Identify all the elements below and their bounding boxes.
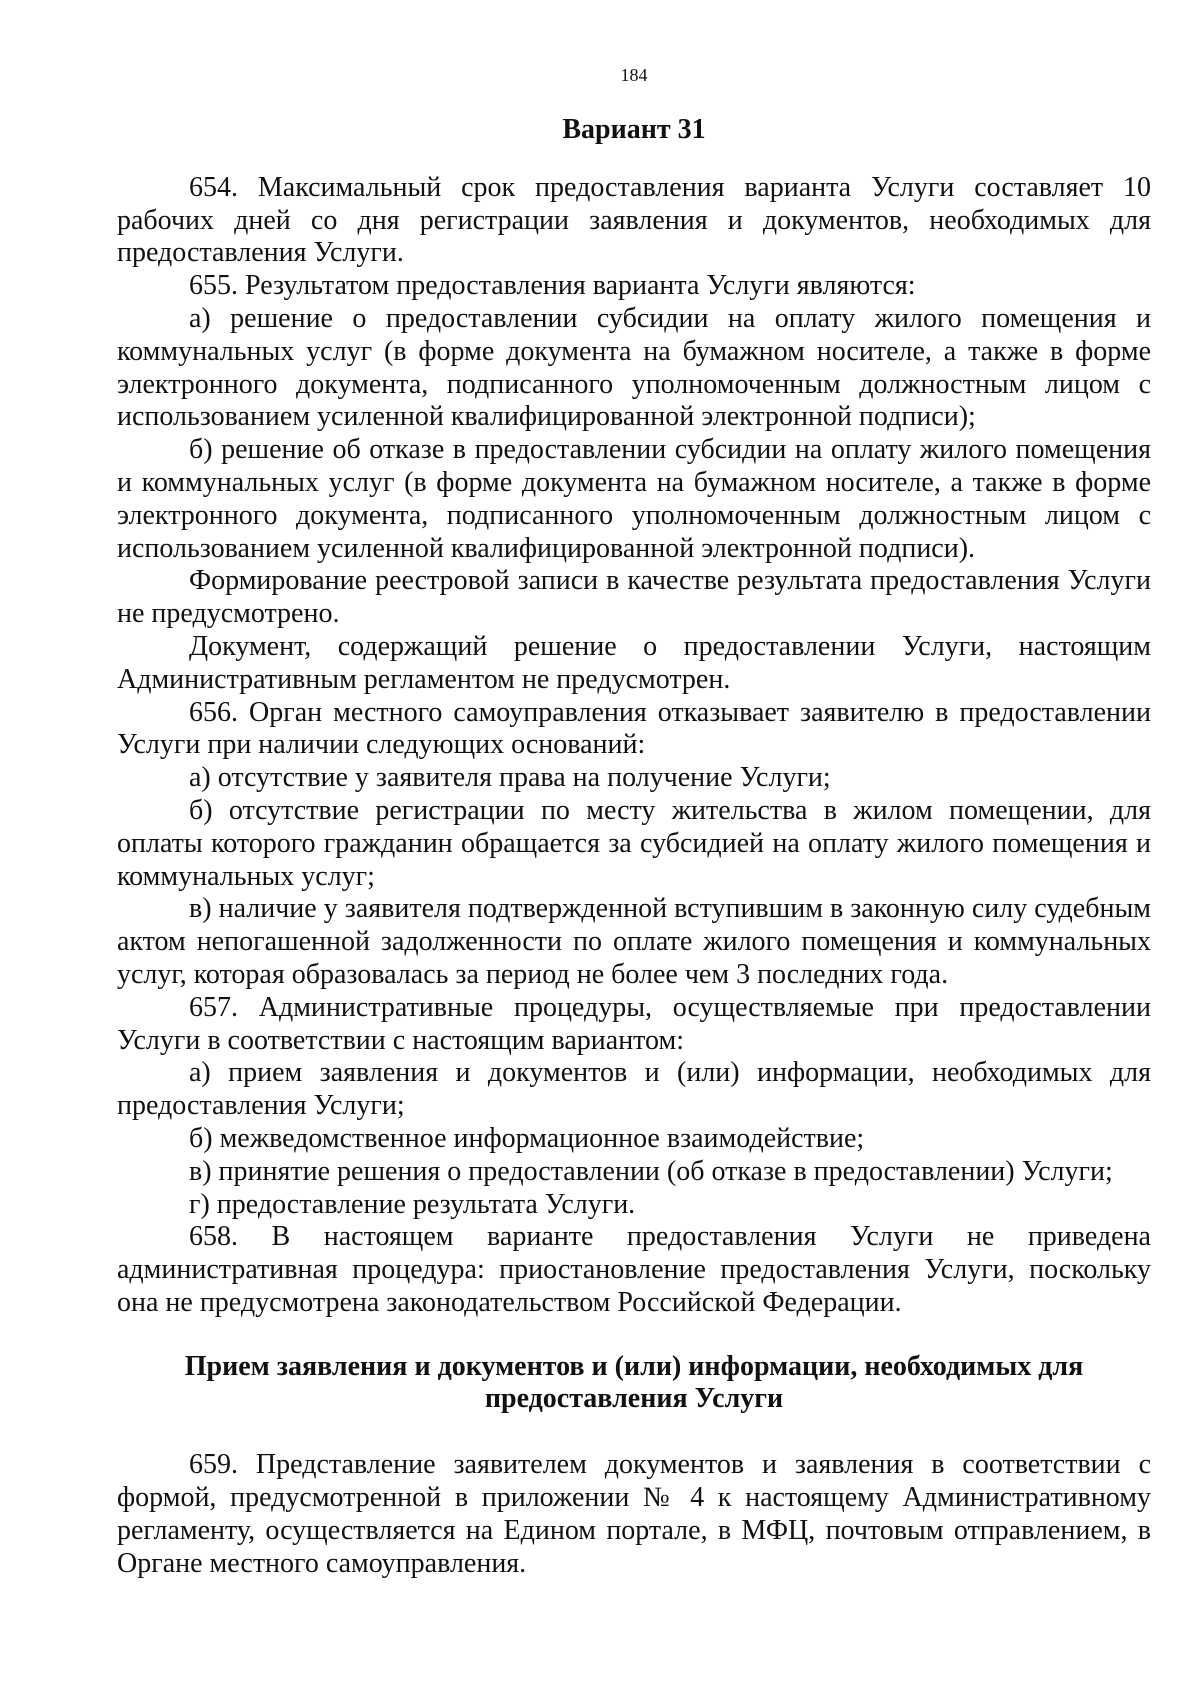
variant-heading: Вариант 31 (562, 114, 706, 145)
paragraph-657-g: г) предоставление результата Услуги. (189, 1188, 636, 1220)
paragraph-659: 659. Представление заявителем документов и заявления в соответствии с формой, предусмотренной в приложении № 4 к настоящему Административному регламенту, осуществляется на Едином портале, в МФЦ, почтовым отправлением, в Органе местного самоуправления. (117, 1449, 1151, 1579)
page-number: 184 (620, 65, 648, 85)
paragraph-657: 657. Административные процедуры, осуществляемые при предоставлении Услуги в соответствии с настоящим вариантом: (117, 991, 1151, 1056)
paragraph-657-a: а) прием заявления и документов и (или) информации, необходимых для предоставления Услуги; (117, 1057, 1151, 1122)
paragraphs-top (117, 172, 1151, 1320)
paragraph-656: 656. Орган местного самоуправления отказывает заявителю в предоставлении Услуги при наличии следующих оснований: (117, 696, 1151, 761)
paragraph-657-b: б) межведомственное информационное взаимодействие; (189, 1122, 865, 1154)
paragraph-654: 654. Максимальный срок предоставления варианта Услуги составляет 10 рабочих дней со дня регистрации заявления и документов, необходимых для предоставления Услуги. (117, 171, 1151, 269)
paragraph-655-a: а) решение о предоставлении субсидии на оплату жилого помещения и коммунальных услуг (в форме документа на бумажном носителе, а также в форме электронного документа, подписанного уполномоченным должностным лицом с использованием усиленной квалифицированной электронной подписи); (117, 302, 1151, 433)
document-page (117, 64, 1151, 1580)
paragraph-655: 655. Результатом предоставления варианта Услуги являются: (189, 270, 916, 302)
paragraph-655-b: б) решение об отказе в предоставлении субсидии на оплату жилого помещения и коммунальных услуг (в форме документа на бумажном носителе, а также в форме электронного документа, подписанного уполномоченным должностным лицом с использованием усиленной квалифицированной электронной подписи). (117, 434, 1151, 564)
paragraph-657-v: в) принятие решения о предоставлении (об отказе в предоставлении) Услуги; (189, 1155, 1113, 1187)
section-heading: Прием заявления и документов и (или) информации, необходимых для предоставления Услуги (184, 1350, 1084, 1415)
paragraph-656-b: б) отсутствие регистрации по месту жительства в жилом помещении, для оплаты которого гражданин обращается за субсидией на оплату жилого помещения и коммунальных услуг; (117, 794, 1151, 892)
paragraph-document-note: Документ, содержащий решение о предоставлении Услуги, настоящим Административным регламентом не предусмотрен. (117, 630, 1151, 695)
paragraph-656-v: в) наличие у заявителя подтвержденной вступившим в законную силу судебным актом непогашенной задолженности по оплате жилого помещения и коммунальных услуг, которая образовалась за период не более чем 3 последних года. (117, 893, 1151, 990)
paragraph-registry-note: Формирование реестровой записи в качестве результата предоставления Услуги не предусмотрено. (117, 565, 1151, 630)
paragraph-658: 658. В настоящем варианте предоставления Услуги не приведена административная процедура: приостановление предоставления Услуги, поскольку она не предусмотрена законодательством Российской Федерации. (117, 1221, 1151, 1318)
paragraphs-bottom (117, 1449, 1151, 1580)
paragraph-656-a: а) отсутствие у заявителя права на получение Услуги; (189, 762, 831, 794)
